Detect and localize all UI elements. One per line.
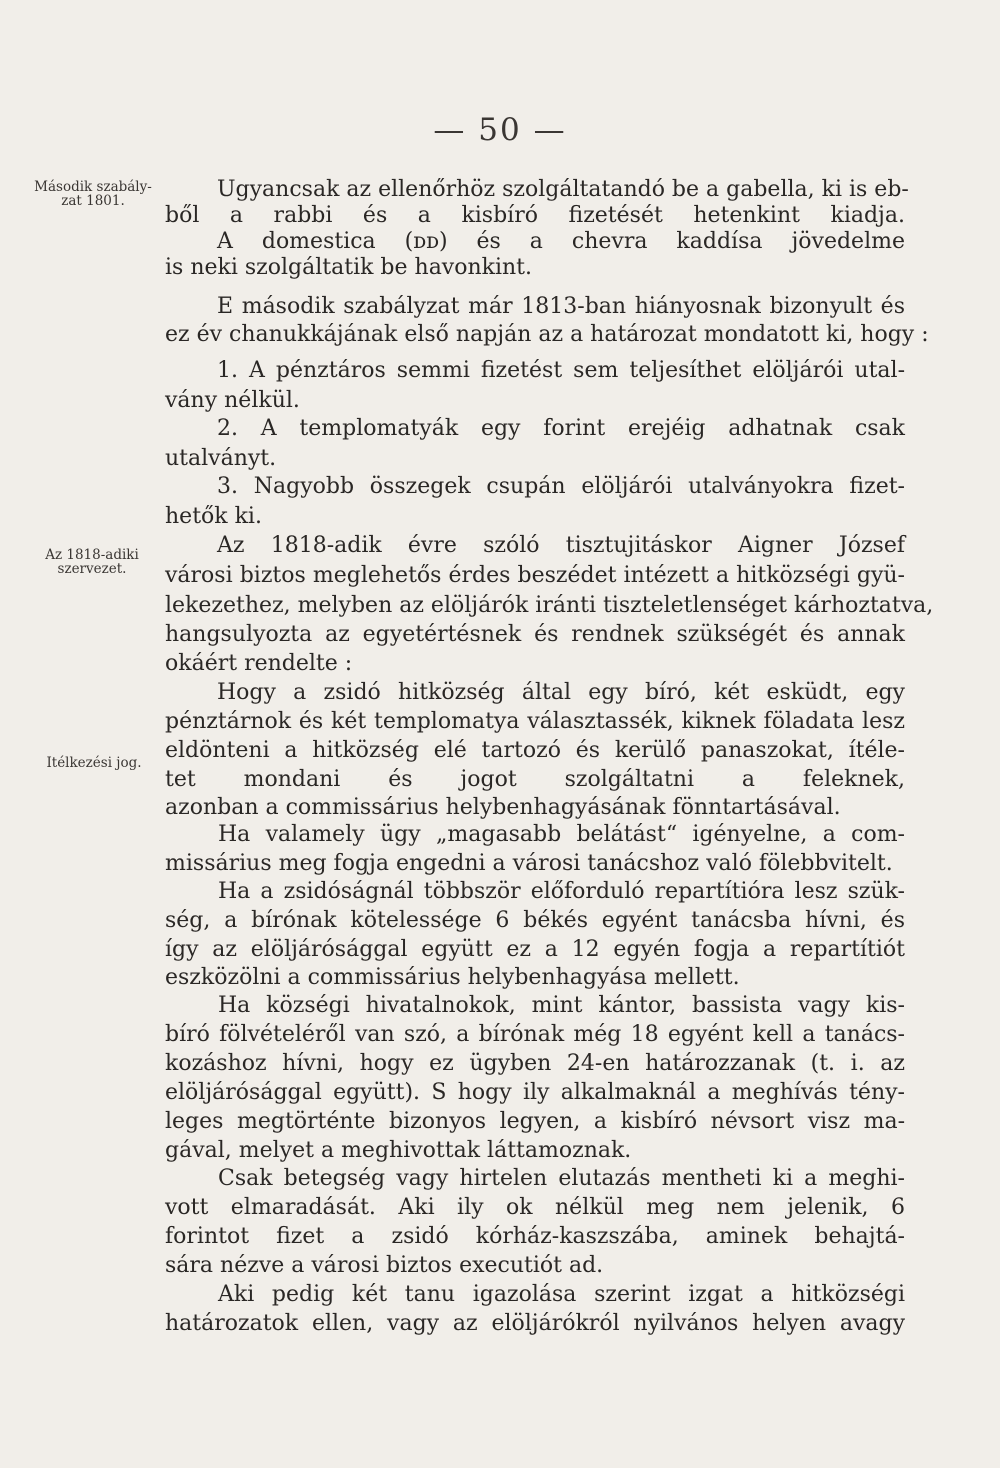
text-line: eszközölni a commissárius helybenhagyása mellett. <box>165 965 740 990</box>
text-line: Ha községi hivatalnokok, mint kántor, bassista vagy kis- <box>218 993 905 1018</box>
text-line: pénztárnok és két templomatya választassék, kiknek föladata lesz <box>165 709 905 734</box>
text-line: gával, melyet a meghivottak láttamoznak. <box>165 1138 632 1163</box>
text-line: Ha valamely ügy „magasabb belátást“ igényelne, a com- <box>218 822 905 847</box>
margin-note-judicial-right: Itélkezési jog. <box>46 755 142 771</box>
text-line: Ha a zsidóságnál többször előforduló repartítióra lesz szük- <box>218 879 905 904</box>
text-line: eldönteni a hitközség elé tartozó és kerülő panaszokat, ítéle- <box>165 738 905 763</box>
text-line: bíró fölvételéről van szó, a bírónak még 18 egyént kell a tanács- <box>165 1022 905 1047</box>
text-line: forintot fizet a zsidó kórház-kaszszába, aminek behajtá- <box>165 1224 905 1249</box>
text-line: is neki szolgáltatik be havonkint. <box>165 255 533 280</box>
text-line: Hogy a zsidó hitközség által egy bíró, két esküdt, egy <box>217 680 905 705</box>
text-line: városi biztos meglehetős érdes beszédet intézett a hitközségi gyü- <box>165 563 905 588</box>
text-line: 1. A pénztáros semmi fizetést sem teljesíthet elöljárói utal- <box>217 358 905 383</box>
text-line: kozáshoz hívni, hogy ez ügyben 24-en határozzanak (t. i. az <box>165 1051 905 1076</box>
text-line: vott elmaradását. Aki ily ok nélkül meg nem jelenik, 6 <box>165 1195 905 1220</box>
text-line: Ugyancsak az ellenőrhöz szolgáltatandó be a gabella, ki is eb- <box>217 177 909 202</box>
text-line: E második szabályzat már 1813-ban hiányosnak bizonyult és <box>217 294 905 319</box>
text-line: elöljárósággal együtt). S hogy ily alkalmaknál a meghívás tény- <box>165 1080 905 1105</box>
text-line: sára nézve a városi biztos executiót ad. <box>165 1253 604 1278</box>
text-line: ez év chanukkájának első napján az a határozat mondatott ki, hogy : <box>165 322 929 347</box>
text-line: azonban a commissárius helybenhagyásának fönntartásával. <box>165 795 841 820</box>
text-line: 2. A templomatyák egy forint erejéig adhatnak csak <box>217 416 905 441</box>
page-number: — 50 — <box>433 112 567 148</box>
text-line: ből a rabbi és a kisbíró fizetését hetenkint kiadja. <box>165 203 905 228</box>
text-line: leges megtörténte bizonyos legyen, a kisbíró névsort visz ma- <box>165 1109 905 1134</box>
margin-note-1818-organization: Az 1818-adiki szervezet. <box>45 547 139 577</box>
text-line: határozatok ellen, vagy az elöljárókról nyilvános helyen avagy <box>165 1311 905 1336</box>
text-line: okáért rendelte : <box>165 651 353 676</box>
text-line: vány nélkül. <box>165 388 300 413</box>
text-line: hangsulyozta az egyetértésnek és rendnek szükségét és annak <box>165 622 905 647</box>
text-line: Az 1818-adik évre szóló tisztujitáskor Aigner József <box>217 533 905 558</box>
text-line: utalványt. <box>165 446 277 471</box>
text-line: tet mondani és jogot szolgáltatni a feleknek, <box>165 767 905 792</box>
text-line: missárius meg fogja engedni a városi tanácshoz való fölebbvitelt. <box>165 851 893 876</box>
text-line: ség, a bírónak kötelessége 6 békés egyént tanácsba hívni, és <box>165 908 905 933</box>
text-line: 3. Nagyobb összegek csupán elöljárói utalványokra fizet- <box>217 474 905 499</box>
text-line: hetők ki. <box>165 504 262 529</box>
text-line: A domestica (ᴅᴅ) és a chevra kaddísa jövedelme <box>217 229 905 254</box>
text-line: Aki pedig két tanu igazolása szerint izgat a hitközségi <box>218 1282 905 1307</box>
margin-note-second-regulation: Második szabály- zat 1801. <box>34 179 152 209</box>
text-line: így az elöljárósággal együtt ez a 12 egyén fogja a repartítiót <box>165 937 905 962</box>
text-line: lekezethez, melyben az elöljárók iránti tiszteletlenséget kárhoztatva, <box>165 593 934 618</box>
text-line: Csak betegség vagy hirtelen elutazás mentheti ki a meghi- <box>218 1166 905 1191</box>
